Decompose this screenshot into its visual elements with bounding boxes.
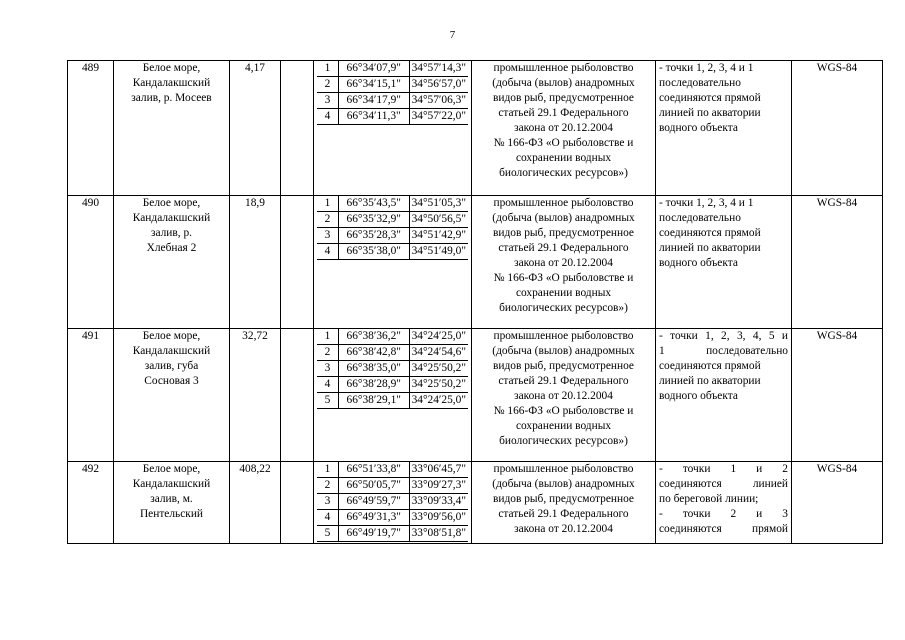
purpose-line: видов рыб, предусмотренное bbox=[493, 493, 634, 505]
description-line: - точки 1, 2, 3, 4 и 1 bbox=[659, 62, 754, 74]
purpose-line: сохранении водных bbox=[515, 420, 612, 432]
description-line: соединяются линией bbox=[659, 478, 788, 490]
coordinate-row bbox=[317, 526, 468, 542]
location-line: Кандалакшский bbox=[132, 478, 211, 490]
coordinate-row bbox=[317, 361, 468, 377]
latitude: 66°38′28,9" bbox=[338, 377, 409, 393]
coordinate-system-cell: WGS-84 bbox=[792, 462, 883, 544]
area-cell: 32,72 bbox=[230, 329, 281, 462]
coordinate-row bbox=[317, 329, 468, 345]
point-number: 4 bbox=[317, 109, 338, 125]
description-line: последовательно bbox=[659, 212, 741, 224]
point-number: 1 bbox=[317, 196, 338, 212]
coordinate-row bbox=[317, 393, 468, 409]
purpose-line: биологических ресурсов») bbox=[499, 435, 628, 447]
boundary-description-cell bbox=[656, 462, 792, 544]
latitude: 66°38′35,0" bbox=[338, 361, 409, 377]
longitude: 33°08′51,8" bbox=[409, 526, 468, 542]
coordinates-cell bbox=[314, 462, 472, 544]
coordinates-cell bbox=[314, 61, 472, 196]
point-number: 1 bbox=[317, 61, 338, 77]
coordinate-row bbox=[317, 61, 468, 77]
purpose-line: (добыча (вылов) анадромных bbox=[492, 345, 635, 357]
coordinate-row bbox=[317, 196, 468, 212]
longitude: 34°56′57,0" bbox=[409, 77, 468, 93]
point-number: 3 bbox=[317, 228, 338, 244]
longitude: 33°09′56,0" bbox=[409, 510, 468, 526]
purpose-line: биологических ресурсов») bbox=[499, 167, 628, 179]
purpose-line: № 166-ФЗ «О рыболовстве и bbox=[493, 405, 634, 417]
point-number: 1 bbox=[317, 329, 338, 345]
point-number: 3 bbox=[317, 361, 338, 377]
location-line: залив, губа bbox=[144, 360, 199, 372]
description-line: 1 последовательно bbox=[659, 345, 788, 357]
latitude: 66°49′31,3" bbox=[338, 510, 409, 526]
purpose-cell bbox=[472, 61, 656, 196]
description-line: водного объекта bbox=[659, 122, 738, 134]
description-line: соединяются прямой bbox=[659, 227, 761, 239]
description-line: водного объекта bbox=[659, 390, 738, 402]
purpose-line: статьей 29.1 Федерального bbox=[498, 242, 629, 254]
description-line: линией по акватории bbox=[659, 375, 761, 387]
row-number: 491 bbox=[68, 329, 114, 462]
location-line: Кандалакшский bbox=[132, 345, 211, 357]
empty-cell bbox=[281, 196, 314, 329]
empty-cell bbox=[281, 61, 314, 196]
purpose-line: сохранении водных bbox=[515, 152, 612, 164]
latitude: 66°50′05,7" bbox=[338, 478, 409, 494]
purpose-line: промышленное рыболовство bbox=[493, 463, 634, 475]
coordinates-cell bbox=[314, 329, 472, 462]
location-line: Сосновая 3 bbox=[144, 375, 199, 387]
latitude: 66°34′11,3" bbox=[338, 109, 409, 125]
boundary-description-cell bbox=[656, 329, 792, 462]
point-number: 2 bbox=[317, 77, 338, 93]
coordinate-row bbox=[317, 212, 468, 228]
purpose-line: статьей 29.1 Федерального bbox=[498, 375, 629, 387]
longitude: 34°51′49,0" bbox=[409, 244, 468, 260]
area-cell: 4,17 bbox=[230, 61, 281, 196]
purpose-line: видов рыб, предусмотренное bbox=[493, 360, 634, 372]
longitude: 33°09′27,3" bbox=[409, 478, 468, 494]
coordinate-row bbox=[317, 244, 468, 260]
latitude: 66°38′29,1" bbox=[338, 393, 409, 409]
coordinate-system-cell: WGS-84 bbox=[792, 196, 883, 329]
location-cell bbox=[114, 61, 230, 196]
purpose-line: № 166-ФЗ «О рыболовстве и bbox=[493, 272, 634, 284]
coordinate-row bbox=[317, 93, 468, 109]
row-number: 492 bbox=[68, 462, 114, 544]
purpose-line: закона от 20.12.2004 bbox=[514, 523, 613, 535]
coordinate-row bbox=[317, 109, 468, 125]
coordinate-row bbox=[317, 377, 468, 393]
coordinate-row bbox=[317, 345, 468, 361]
longitude: 34°24′25,0" bbox=[409, 393, 468, 409]
point-number: 2 bbox=[317, 478, 338, 494]
purpose-line: промышленное рыболовство bbox=[493, 62, 634, 74]
location-line: залив, м. bbox=[150, 493, 193, 505]
longitude: 34°57′22,0" bbox=[409, 109, 468, 125]
location-line: Пентельский bbox=[139, 508, 204, 520]
purpose-line: закона от 20.12.2004 bbox=[514, 257, 613, 269]
row-number: 489 bbox=[68, 61, 114, 196]
purpose-line: (добыча (вылов) анадромных bbox=[492, 212, 635, 224]
purpose-line: промышленное рыболовство bbox=[493, 197, 634, 209]
longitude: 34°25′50,2" bbox=[409, 361, 468, 377]
point-number: 5 bbox=[317, 393, 338, 409]
purpose-line: закона от 20.12.2004 bbox=[514, 390, 613, 402]
latitude: 66°49′59,7" bbox=[338, 494, 409, 510]
row-number: 490 bbox=[68, 196, 114, 329]
coordinate-row bbox=[317, 77, 468, 93]
longitude: 34°51′42,9" bbox=[409, 228, 468, 244]
purpose-line: сохранении водных bbox=[515, 287, 612, 299]
empty-cell bbox=[281, 462, 314, 544]
purpose-line: биологических ресурсов») bbox=[499, 302, 628, 314]
description-line: последовательно bbox=[659, 77, 741, 89]
point-number: 3 bbox=[317, 494, 338, 510]
coordinate-row bbox=[317, 228, 468, 244]
latitude: 66°35′38,0" bbox=[338, 244, 409, 260]
location-cell bbox=[114, 462, 230, 544]
description-line: линией по акватории bbox=[659, 242, 761, 254]
latitude: 66°34′07,9" bbox=[338, 61, 409, 77]
purpose-line: № 166-ФЗ «О рыболовстве и bbox=[493, 137, 634, 149]
description-line: - точки 1 и 2 bbox=[659, 463, 788, 475]
point-number: 5 bbox=[317, 526, 338, 542]
location-line: Белое море, bbox=[142, 330, 201, 342]
longitude: 34°24′25,0" bbox=[409, 329, 468, 345]
longitude: 33°06′45,7" bbox=[409, 462, 468, 478]
purpose-cell bbox=[472, 462, 656, 544]
point-number: 4 bbox=[317, 510, 338, 526]
purpose-line: промышленное рыболовство bbox=[493, 330, 634, 342]
table-row bbox=[68, 329, 883, 462]
location-line: Кандалакшский bbox=[132, 212, 211, 224]
latitude: 66°35′28,3" bbox=[338, 228, 409, 244]
latitude: 66°38′42,8" bbox=[338, 345, 409, 361]
longitude: 34°24′54,6" bbox=[409, 345, 468, 361]
area-cell: 18,9 bbox=[230, 196, 281, 329]
location-line: Кандалакшский bbox=[132, 77, 211, 89]
page-number: 7 bbox=[449, 29, 456, 41]
latitude: 66°38′36,2" bbox=[338, 329, 409, 345]
description-line: линией по акватории bbox=[659, 107, 761, 119]
empty-cell bbox=[281, 329, 314, 462]
latitude: 66°49′19,7" bbox=[338, 526, 409, 542]
location-line: Белое море, bbox=[142, 463, 201, 475]
description-line: соединяются прямой bbox=[659, 92, 761, 104]
coordinate-row bbox=[317, 462, 468, 478]
latitude: 66°34′17,9" bbox=[338, 93, 409, 109]
description-line: - точки 1, 2, 3, 4, 5 и bbox=[659, 330, 788, 342]
point-number: 3 bbox=[317, 93, 338, 109]
description-line: - точки 1, 2, 3, 4 и 1 bbox=[659, 197, 754, 209]
latitude: 66°35′32,9" bbox=[338, 212, 409, 228]
location-line: залив, р. Мосеев bbox=[131, 92, 212, 104]
description-line: водного объекта bbox=[659, 257, 738, 269]
location-line: залив, р. bbox=[150, 227, 193, 239]
table-row bbox=[68, 61, 883, 196]
location-line: Белое море, bbox=[142, 197, 201, 209]
longitude: 33°09′33,4" bbox=[409, 494, 468, 510]
purpose-line: видов рыб, предусмотренное bbox=[493, 92, 634, 104]
coordinates-cell bbox=[314, 196, 472, 329]
purpose-line: статьей 29.1 Федерального bbox=[498, 508, 629, 520]
coordinates-table bbox=[317, 61, 468, 125]
table-row bbox=[68, 462, 883, 544]
coordinate-row bbox=[317, 494, 468, 510]
location-cell bbox=[114, 196, 230, 329]
latitude: 66°51′33,8" bbox=[338, 462, 409, 478]
location-line: Белое море, bbox=[142, 62, 201, 74]
latitude: 66°34′15,1" bbox=[338, 77, 409, 93]
boundary-description-cell bbox=[656, 196, 792, 329]
area-cell: 408,22 bbox=[230, 462, 281, 544]
coordinates-table bbox=[317, 329, 468, 409]
description-line: - точки 2 и 3 bbox=[659, 508, 788, 520]
coordinates-table bbox=[317, 462, 468, 542]
purpose-line: (добыча (вылов) анадромных bbox=[492, 77, 635, 89]
point-number: 2 bbox=[317, 212, 338, 228]
purpose-cell bbox=[472, 329, 656, 462]
purpose-cell bbox=[472, 196, 656, 329]
point-number: 1 bbox=[317, 462, 338, 478]
purpose-line: (добыча (вылов) анадромных bbox=[492, 478, 635, 490]
point-number: 2 bbox=[317, 345, 338, 361]
location-line: Хлебная 2 bbox=[146, 242, 197, 254]
coordinate-system-cell: WGS-84 bbox=[792, 329, 883, 462]
fishing-areas-table bbox=[67, 60, 883, 544]
coordinates-table bbox=[317, 196, 468, 260]
description-line: по береговой линии; bbox=[659, 493, 759, 505]
point-number: 4 bbox=[317, 244, 338, 260]
boundary-description-cell bbox=[656, 61, 792, 196]
purpose-line: видов рыб, предусмотренное bbox=[493, 227, 634, 239]
description-line: соединяются прямой bbox=[659, 523, 788, 535]
longitude: 34°57′14,3" bbox=[409, 61, 468, 77]
description-line: соединяются прямой bbox=[659, 360, 761, 372]
longitude: 34°50′56,5" bbox=[409, 212, 468, 228]
table-row bbox=[68, 196, 883, 329]
location-cell bbox=[114, 329, 230, 462]
latitude: 66°35′43,5" bbox=[338, 196, 409, 212]
longitude: 34°57′06,3" bbox=[409, 93, 468, 109]
purpose-line: статьей 29.1 Федерального bbox=[498, 107, 629, 119]
coordinate-row bbox=[317, 510, 468, 526]
longitude: 34°51′05,3" bbox=[409, 196, 468, 212]
point-number: 4 bbox=[317, 377, 338, 393]
purpose-line: закона от 20.12.2004 bbox=[514, 122, 613, 134]
coordinate-row bbox=[317, 478, 468, 494]
longitude: 34°25′50,2" bbox=[409, 377, 468, 393]
coordinate-system-cell: WGS-84 bbox=[792, 61, 883, 196]
